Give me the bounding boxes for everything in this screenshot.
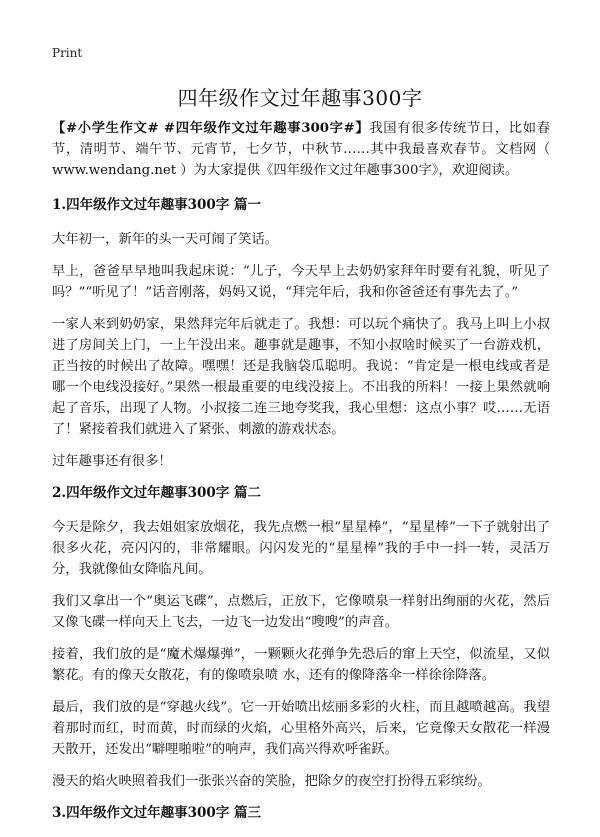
intro-paragraph — [52, 118, 550, 181]
section-paragraph: 接着，我们放的是“魔术爆爆弹”，一颗颗火花弹争先恐后的窜上天空，似流星，又似繁花。有的像天女散花，有的像喷泉喷 水，还有的像降落伞一样徐徐降落。 — [52, 647, 550, 683]
section-paragraph: 今天是除夕，我去姐姐家放烟花，我先点燃一根“星星棒”，“星星棒”一下子就射出了很多火花，亮闪闪的，非常耀眼。闪闪发光的“星星棒”我的手中一抖一转，灵活万分，我就像仙女降临凡间。 — [52, 520, 550, 577]
section-paragraph: 早上，爸爸早早地叫我起床说：“儿子，今天早上去奶奶家拜年时要有礼貌，听见了吗？”“听见了！”话音刚落，妈妈又说，“拜完年后，我和你爸爸还有事先去了。” — [52, 264, 550, 300]
section-paragraph: 我们又拿出一个“奥运飞碟”，点燃后，正放下，它像喷泉一样射出绚丽的火花，然后又像飞碟一样向天上飞去，一边飞一边发出“嗖嗖”的声音。 — [52, 594, 550, 630]
section-heading: 1.四年级作文过年趣事300字 篇一 — [52, 197, 261, 213]
section-paragraph: 一家人来到奶奶家，果然拜完年后就走了。我想：可以玩个痛快了。我马上叫上小叔进了房间关上门，一上午没出来。趣事就是趣事，不知小叔啥时候买了一台游戏机，正当按的时候出了故障。嘿嘿！还是我脑袋瓜聪明。我说：“肯定是一根电线或者是哪一个电线没接好。”果然一根最重要的电线没接上。不出我的所料！一接上果然就响起了音乐，出现了人物。小叔接二连三地夸奖我，我心里想：这点小事？哎……无语了！紧接着我们就进入了紧张、刺激的游戏状态。 — [52, 317, 550, 437]
intro-text: 我国有很多传统节日，比如春节，清明节、端午节、元宵节，七夕节，中秋节……其中我最喜欢春节。文档网（ www.wendang.net ）为大家提供《四年级作文过年趣事300字》，欢迎阅读。 — [52, 121, 551, 178]
print-label: Print — [52, 46, 83, 60]
intro-tags: 【#小学生作文# #四年级作文过年趣事300字#】 — [52, 121, 370, 136]
section-paragraph: 最后，我们放的是“穿越火线”。它一开始喷出炫丽多彩的火柱，而且越喷越高。我望着那时而红，时而黄，时而绿的火焰，心里格外高兴，后来，它竟像天女散花一样漫天散开，还发出“噼哩啪啦”的响声，我们高兴得欢呼雀跃。 — [52, 700, 550, 757]
document-title: 四年级作文过年趣事300字 — [177, 86, 423, 110]
section-heading: 2.四年级作文过年趣事300字 篇二 — [52, 485, 261, 501]
document-body — [52, 118, 550, 837]
section-paragraph: 过年趣事还有很多！ — [52, 454, 172, 469]
section-paragraph: 大年初一，新年的头一天可闹了笑话。 — [52, 232, 279, 247]
section-paragraph: 漫天的焰火映照着我们一张张兴奋的笑脸，把除夕的夜空打扮得五彩缤纷。 — [52, 774, 491, 789]
section-heading: 3.四年级作文过年趣事300字 篇三 — [52, 805, 261, 821]
